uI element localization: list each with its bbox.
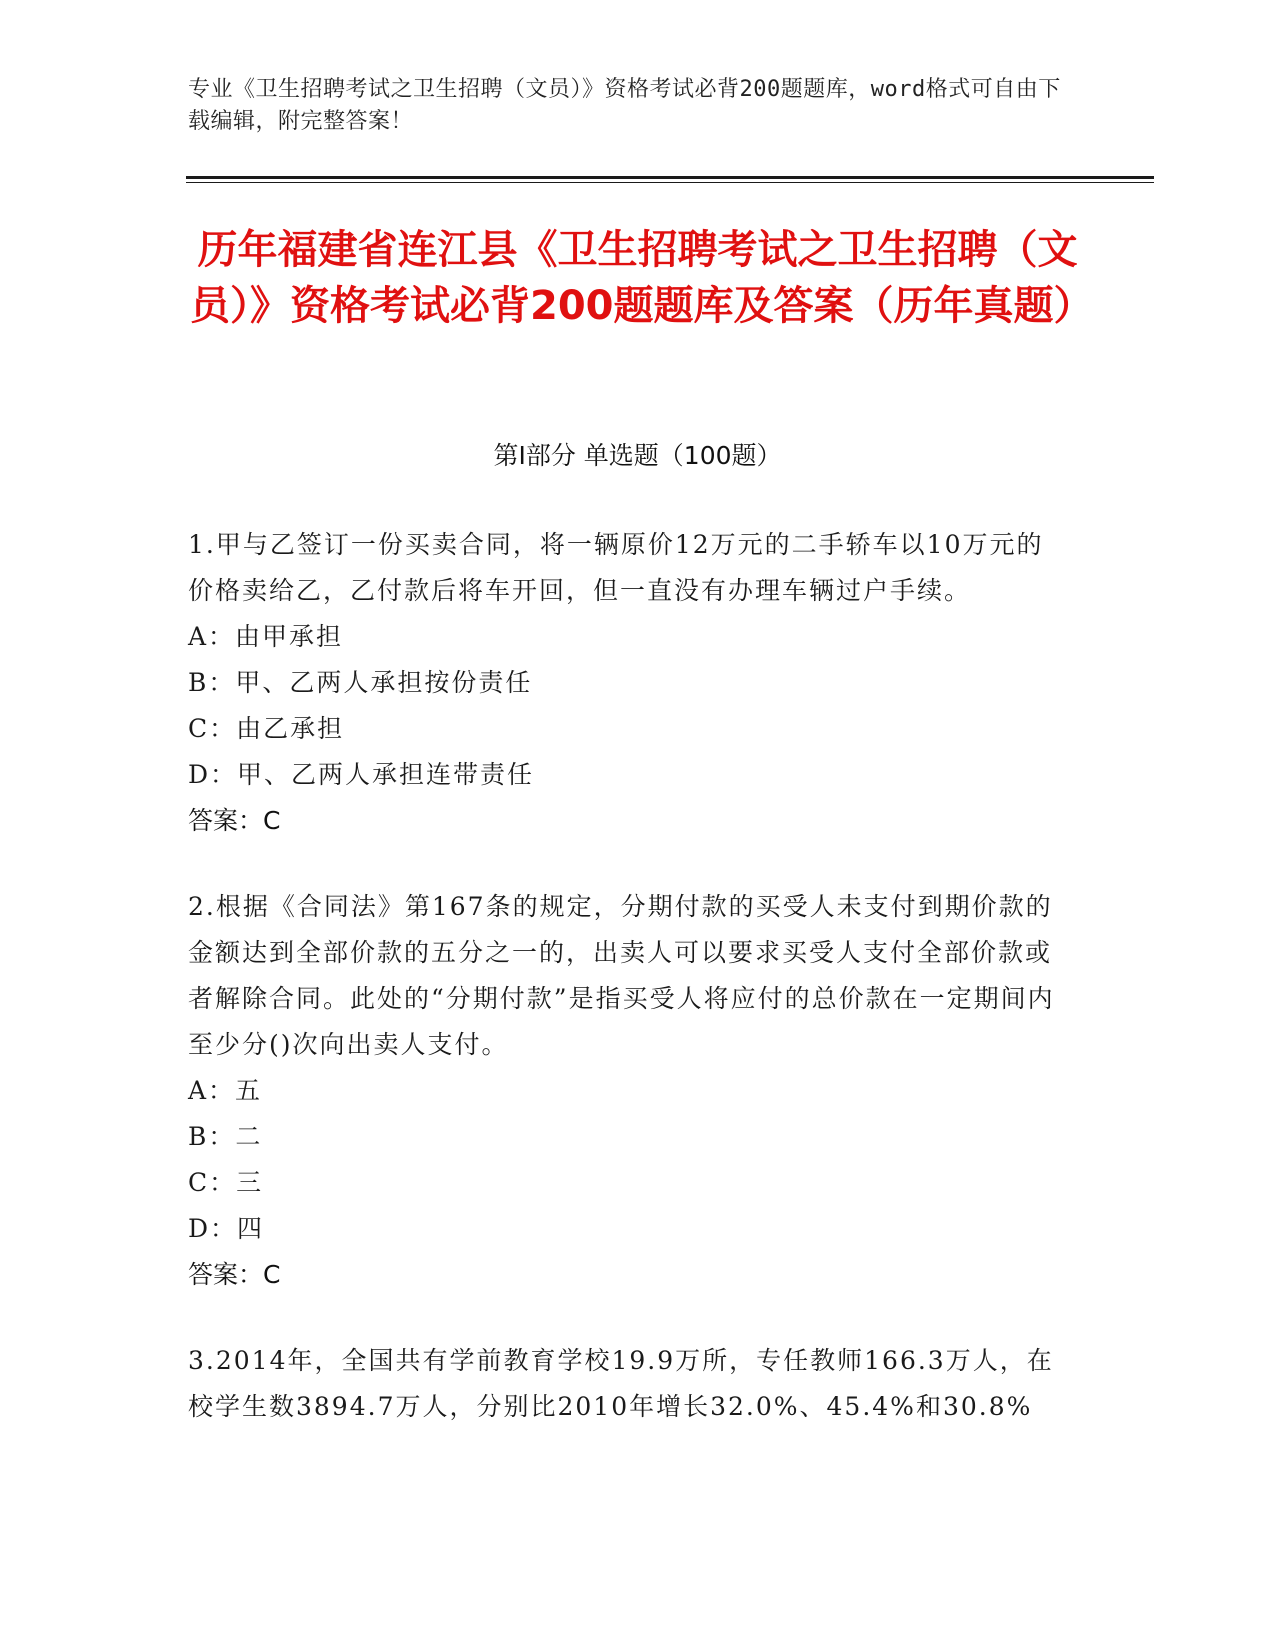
answer-line: 答案：C	[188, 1260, 281, 1289]
question-3	[188, 1338, 1068, 1430]
option-c: C：由乙承担	[188, 714, 345, 743]
section-heading: 第Ⅰ部分 单选题（100题）	[493, 441, 782, 470]
header-divider-thick	[186, 176, 1154, 179]
question-stem: 3.2014年，全国共有学前教育学校19.9万所，专任教师166.3万人，在校学生数3894.7万人，分别比2010年增长32.0%、45.4%和30.8%	[188, 1346, 1054, 1421]
option-c: C：三	[188, 1168, 264, 1197]
header-note: 专业《卫生招聘考试之卫生招聘（文员）》资格考试必背200题题库，word格式可自由下载编辑，附完整答案！	[188, 77, 1061, 134]
question-stem: 1.甲与乙签订一份买卖合同，将一辆原价12万元的二手轿车以10万元的价格卖给乙，乙付款后将车开回，但一直没有办理车辆过户手续。	[188, 530, 1044, 605]
option-a: A：由甲承担	[188, 622, 344, 651]
option-b: B：二	[188, 1122, 263, 1151]
question-2	[188, 884, 1068, 1298]
header-divider-thin	[186, 182, 1154, 183]
question-stem: 2.根据《合同法》第167条的规定，分期付款的买受人未支付到期价款的金额达到全部价款的五分之一的，出卖人可以要求买受人支付全部价款或者解除合同。此处的“分期付款”是指买受人将应付的总价款在一定期间内至少分()次向出卖人支付。	[188, 892, 1055, 1059]
option-d: D：四	[188, 1214, 265, 1243]
option-d: D：甲、乙两人承担连带责任	[188, 760, 535, 789]
question-1	[188, 522, 1068, 844]
answer-line: 答案：C	[188, 806, 281, 835]
document-title: 历年福建省连江县《卫生招聘考试之卫生招聘（文员）》资格考试必背200题题库及答案（历年真题）	[190, 227, 1094, 329]
option-a: A：五	[188, 1076, 263, 1105]
question-list	[188, 522, 1068, 1470]
option-b: B：甲、乙两人承担按份责任	[188, 668, 533, 697]
